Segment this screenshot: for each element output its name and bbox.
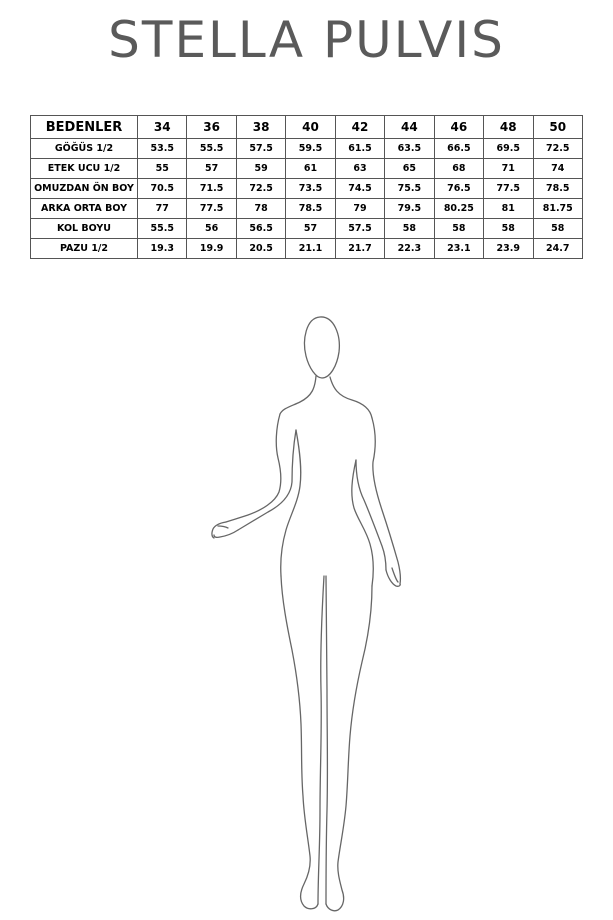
table-cell: 56.5 — [236, 219, 285, 239]
table-cell: 61.5 — [335, 139, 384, 159]
table-header-row — [31, 116, 583, 139]
table-cell: 20.5 — [236, 239, 285, 259]
table-cell: 76.5 — [434, 179, 483, 199]
table-cell: 78.5 — [533, 179, 583, 199]
table-cell: 59 — [236, 159, 285, 179]
table-cell: 79.5 — [385, 199, 434, 219]
size-header: 38 — [236, 116, 285, 139]
table-cell: 68 — [434, 159, 483, 179]
table-cell: 19.9 — [187, 239, 236, 259]
table-cell: 59.5 — [286, 139, 335, 159]
table-cell: 80.25 — [434, 199, 483, 219]
size-header: 46 — [434, 116, 483, 139]
brand-name: STELLA PULVIS — [108, 11, 505, 69]
croquis-outline-icon — [0, 300, 613, 920]
header-label: BEDENLER — [31, 116, 138, 139]
row-label: ETEK UCU 1/2 — [31, 159, 138, 179]
table-row — [31, 179, 583, 199]
table-cell: 66.5 — [434, 139, 483, 159]
table-cell: 19.3 — [138, 239, 187, 259]
size-chart-table — [30, 115, 583, 259]
table-cell: 72.5 — [236, 179, 285, 199]
table-cell: 23.1 — [434, 239, 483, 259]
table-cell: 57.5 — [236, 139, 285, 159]
fashion-croquis-illustration — [0, 300, 613, 920]
size-header: 48 — [484, 116, 533, 139]
size-header: 36 — [187, 116, 236, 139]
table-cell: 58 — [533, 219, 583, 239]
table-cell: 65 — [385, 159, 434, 179]
table-cell: 55.5 — [187, 139, 236, 159]
table-cell: 72.5 — [533, 139, 583, 159]
table-cell: 58 — [484, 219, 533, 239]
table-row — [31, 159, 583, 179]
table-cell: 78.5 — [286, 199, 335, 219]
size-header: 40 — [286, 116, 335, 139]
table-cell: 81.75 — [533, 199, 583, 219]
table-cell: 63.5 — [385, 139, 434, 159]
table-cell: 75.5 — [385, 179, 434, 199]
table-cell: 56 — [187, 219, 236, 239]
table-cell: 70.5 — [138, 179, 187, 199]
table-cell: 57 — [286, 219, 335, 239]
size-header: 42 — [335, 116, 384, 139]
table-cell: 61 — [286, 159, 335, 179]
size-header: 44 — [385, 116, 434, 139]
table-cell: 71.5 — [187, 179, 236, 199]
table-cell: 71 — [484, 159, 533, 179]
table-cell: 53.5 — [138, 139, 187, 159]
table-cell: 81 — [484, 199, 533, 219]
table-cell: 73.5 — [286, 179, 335, 199]
row-label: KOL BOYU — [31, 219, 138, 239]
table-cell: 55 — [138, 159, 187, 179]
brand-logo — [0, 8, 613, 72]
table-cell: 22.3 — [385, 239, 434, 259]
table-cell: 58 — [434, 219, 483, 239]
table-row — [31, 219, 583, 239]
table-cell: 74.5 — [335, 179, 384, 199]
table-row — [31, 139, 583, 159]
table-cell: 57.5 — [335, 219, 384, 239]
table-cell: 55.5 — [138, 219, 187, 239]
table-cell: 57 — [187, 159, 236, 179]
row-label: PAZU 1/2 — [31, 239, 138, 259]
table-cell: 58 — [385, 219, 434, 239]
table-cell: 21.7 — [335, 239, 384, 259]
size-header: 50 — [533, 116, 583, 139]
table-cell: 23.9 — [484, 239, 533, 259]
table-cell: 24.7 — [533, 239, 583, 259]
table-cell: 21.1 — [286, 239, 335, 259]
row-label: ARKA ORTA BOY — [31, 199, 138, 219]
table-cell: 79 — [335, 199, 384, 219]
table-cell: 69.5 — [484, 139, 533, 159]
row-label: OMUZDAN ÖN BOY — [31, 179, 138, 199]
table-row — [31, 199, 583, 219]
table-row — [31, 239, 583, 259]
size-header: 34 — [138, 116, 187, 139]
table-cell: 78 — [236, 199, 285, 219]
table-cell: 74 — [533, 159, 583, 179]
table-cell: 77.5 — [187, 199, 236, 219]
table-cell: 77 — [138, 199, 187, 219]
table-cell: 63 — [335, 159, 384, 179]
row-label: GÖĞÜS 1/2 — [31, 139, 138, 159]
table-cell: 77.5 — [484, 179, 533, 199]
